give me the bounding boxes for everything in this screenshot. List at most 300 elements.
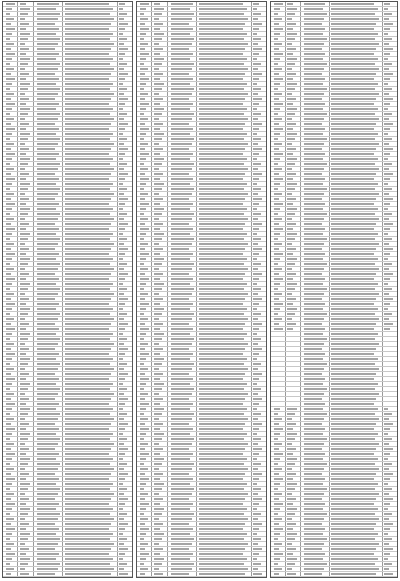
table-cell-text xyxy=(304,58,323,60)
table-cell-text xyxy=(6,213,10,215)
table-cell-text xyxy=(331,73,376,75)
table-cell-text xyxy=(154,468,159,470)
table-cell-text xyxy=(37,443,58,445)
table-cell-text xyxy=(154,448,163,450)
table-cell-text xyxy=(304,348,322,350)
table-cell-text xyxy=(287,518,292,520)
table-cell-text xyxy=(253,318,258,320)
table-cell-text xyxy=(140,263,144,265)
table-cell-text xyxy=(154,323,163,325)
table-cell-text xyxy=(331,493,379,495)
table-cell-text xyxy=(140,558,146,560)
table-cell-text xyxy=(331,148,376,150)
table-cell-text xyxy=(331,263,375,265)
table-cell-text xyxy=(140,483,146,485)
table-cell-text xyxy=(140,33,146,35)
table-cell-text xyxy=(171,558,190,560)
table-cell-text xyxy=(37,493,58,495)
table-cell-text xyxy=(171,3,193,5)
table-cell-text xyxy=(6,468,14,470)
table-cell-text xyxy=(253,28,259,30)
table-cell-text xyxy=(119,478,125,480)
table-cell-text xyxy=(274,438,278,440)
table-cell-text xyxy=(287,448,296,450)
table-cell-text xyxy=(37,318,58,320)
table-cell-text xyxy=(304,433,323,435)
table-cell-text xyxy=(140,423,145,425)
table-cell-text xyxy=(65,178,109,180)
table-cell-text xyxy=(6,348,11,350)
table-cell-text xyxy=(65,473,111,475)
table-cell-text xyxy=(20,448,29,450)
table-cell-text xyxy=(6,138,10,140)
table-cell-text xyxy=(287,103,293,105)
table-cell-text xyxy=(119,458,123,460)
table-cell-text xyxy=(140,383,146,385)
table-cell-text xyxy=(171,168,192,170)
table-cell-text xyxy=(65,73,111,75)
table-cell-text xyxy=(6,563,10,565)
table-cell-text xyxy=(331,528,374,530)
table-cell-text xyxy=(6,198,11,200)
table-cell-text xyxy=(287,228,293,230)
table-cell-text xyxy=(171,308,190,310)
table-cell-text xyxy=(304,278,325,280)
table-cell-text xyxy=(253,458,257,460)
table-cell-text xyxy=(287,468,292,470)
table-cell-text xyxy=(154,528,160,530)
table-cell-text xyxy=(119,353,125,355)
table-cell-text xyxy=(287,233,297,235)
table-cell-text xyxy=(331,538,375,540)
table-cell-text xyxy=(65,248,111,250)
table-cell-text xyxy=(287,198,296,200)
table-cell-text xyxy=(154,488,162,490)
table-cell-text xyxy=(287,273,296,275)
table-cell-text xyxy=(37,93,58,95)
table-cell-text xyxy=(6,548,11,550)
table-cell-text xyxy=(287,538,295,540)
table-cell-text xyxy=(171,63,194,65)
table-cell-text xyxy=(199,398,245,400)
table-cell-text xyxy=(304,218,324,220)
table-cell-text xyxy=(253,423,262,425)
table-cell-text xyxy=(65,488,110,490)
table-cell-text xyxy=(119,138,127,140)
table-cell-text xyxy=(171,358,190,360)
table-cell-text xyxy=(154,88,162,90)
table-cell-text xyxy=(304,373,322,375)
table-cell-text xyxy=(119,283,123,285)
table-cell-text xyxy=(20,298,29,300)
table-cell-text xyxy=(154,218,159,220)
table-cell-text xyxy=(199,193,248,195)
table-cell-text xyxy=(154,383,164,385)
table-cell-text xyxy=(331,123,376,125)
table-cell-text xyxy=(6,358,12,360)
table-cell-text xyxy=(171,138,194,140)
table-cell-text xyxy=(171,223,189,225)
table-cell-text xyxy=(304,73,322,75)
table-cell-text xyxy=(253,63,261,65)
table-cell-text xyxy=(331,433,378,435)
table-cell-text xyxy=(274,83,280,85)
table-cell-text xyxy=(6,133,12,135)
table-cell-text xyxy=(171,538,194,540)
table-cell-text xyxy=(37,358,56,360)
table-cell-text xyxy=(65,413,110,415)
table-cell-text xyxy=(140,233,146,235)
table-cell-text xyxy=(253,473,262,475)
table-cell-text xyxy=(384,328,390,330)
table-cell-text xyxy=(304,338,327,340)
table-cell-text xyxy=(274,113,278,115)
table-cell-text xyxy=(331,308,378,310)
table-cell-text xyxy=(37,53,59,55)
table-cell-text xyxy=(274,238,278,240)
table-cell-text xyxy=(287,223,296,225)
table-cell-text xyxy=(287,458,297,460)
table-cell-text xyxy=(37,338,60,340)
table-cell-text xyxy=(274,38,278,40)
table-cell-text xyxy=(20,93,25,95)
table-cell-text xyxy=(171,103,193,105)
table-cell-text xyxy=(304,63,327,65)
table-cell-text xyxy=(119,168,124,170)
table-cell-text xyxy=(119,23,128,25)
table-cell-text xyxy=(154,503,160,505)
table-cell-text xyxy=(6,318,14,320)
table-cell-text xyxy=(37,563,60,565)
table-cell-text xyxy=(6,188,10,190)
table-cell-text xyxy=(119,468,124,470)
table-cell-text xyxy=(20,553,26,555)
table-cell-text xyxy=(304,253,325,255)
table-cell-text xyxy=(20,73,29,75)
table-cell-text xyxy=(6,3,15,5)
table-cell-text xyxy=(119,423,128,425)
table-cell-text xyxy=(140,418,148,420)
table-cell-text xyxy=(274,323,279,325)
table-cell-text xyxy=(37,18,58,20)
table-cell-text xyxy=(274,178,283,180)
table-cell-text xyxy=(6,243,14,245)
table-cell-text xyxy=(119,358,123,360)
table-cell-text xyxy=(199,533,247,535)
table-cell-text xyxy=(154,278,160,280)
table-cell-text xyxy=(171,173,189,175)
table-cell-text xyxy=(154,303,160,305)
table-cell-text xyxy=(253,33,257,35)
table-cell-text xyxy=(140,528,149,530)
table-cell-text xyxy=(199,373,245,375)
table-cell-text xyxy=(20,153,26,155)
table-cell-text xyxy=(331,43,379,45)
table-cell-text xyxy=(65,103,109,105)
table-cell-text xyxy=(140,478,149,480)
table-cell-text xyxy=(65,323,111,325)
table-cell-text xyxy=(331,248,376,250)
table-cell-text xyxy=(331,68,379,70)
table-cell-text xyxy=(6,253,15,255)
table-cell-text xyxy=(287,313,295,315)
table-cell-text xyxy=(20,78,26,80)
table-cell-text xyxy=(65,423,111,425)
table-cell-text xyxy=(331,418,379,420)
table-cell-text xyxy=(199,543,248,545)
table-cell-text xyxy=(384,8,388,10)
table-cell-text xyxy=(253,13,261,15)
table-cell-text xyxy=(253,88,261,90)
table-cell-text xyxy=(171,18,192,20)
table-cell-text xyxy=(6,13,10,15)
table-cell-text xyxy=(6,58,12,60)
table-cell-text xyxy=(65,348,111,350)
table-cell-text xyxy=(253,378,259,380)
table-cell-text xyxy=(274,123,279,125)
table-cell-text xyxy=(287,88,295,90)
table-cell-text xyxy=(20,508,30,510)
table-cell-text xyxy=(331,108,378,110)
table-cell-text xyxy=(65,243,114,245)
table-cell-text xyxy=(253,463,261,465)
table-cell-text xyxy=(287,108,297,110)
table-cell-text xyxy=(331,223,376,225)
table-cell-text xyxy=(171,388,194,390)
table-cell-text xyxy=(140,283,146,285)
table-cell-text xyxy=(304,268,324,270)
table-cell-text xyxy=(140,38,144,40)
table-cell-text xyxy=(253,103,259,105)
table-cell-text xyxy=(65,273,111,275)
table-cell-text xyxy=(384,428,390,430)
table-cell-text xyxy=(154,293,159,295)
table-cell-text xyxy=(140,218,148,220)
table-cell-text xyxy=(6,568,14,570)
table-cell-text xyxy=(119,288,127,290)
table-cell-text xyxy=(274,553,283,555)
table-cell-text xyxy=(154,168,159,170)
table-cell-text xyxy=(37,258,56,260)
table-cell-text xyxy=(384,423,393,425)
table-cell-text xyxy=(20,113,28,115)
table-cell-text xyxy=(20,23,29,25)
table-cell-text xyxy=(199,433,247,435)
table-cell-text xyxy=(37,498,55,500)
table-cell-text xyxy=(154,443,159,445)
table-cell-text xyxy=(37,558,56,560)
table-cell-text xyxy=(331,218,379,220)
table-cell-text xyxy=(199,553,243,555)
table-cell-text xyxy=(140,158,146,160)
table-cell-text xyxy=(6,93,14,95)
table-cell-text xyxy=(140,313,144,315)
table-cell-text xyxy=(253,548,262,550)
table-cell-text xyxy=(331,533,378,535)
table-cell-text xyxy=(119,188,127,190)
table-cell-text xyxy=(384,133,388,135)
table-cell-text xyxy=(6,83,12,85)
table-cell-text xyxy=(20,378,26,380)
table-cell-text xyxy=(154,158,164,160)
table-cell-text xyxy=(65,238,110,240)
table-cell-text xyxy=(119,38,127,40)
table-cell-text xyxy=(287,58,297,60)
table-cell-text xyxy=(119,93,124,95)
table-cell-text xyxy=(65,518,114,520)
table-cell-text xyxy=(331,333,378,335)
table-cell-text xyxy=(171,568,192,570)
table-cell-text xyxy=(65,308,113,310)
table-cell-text xyxy=(37,153,59,155)
table-cell-text xyxy=(119,73,128,75)
table-cell-text xyxy=(154,288,162,290)
table-cell-text xyxy=(199,473,245,475)
table-cell-text xyxy=(140,143,148,145)
table-cell-text xyxy=(304,368,324,370)
table-cell-text xyxy=(140,238,144,240)
table-cell-text xyxy=(253,428,259,430)
table-cell-text xyxy=(37,388,60,390)
table-cell-text xyxy=(37,38,60,40)
table-cell-text xyxy=(274,68,282,70)
table-cell-text xyxy=(331,448,376,450)
table-cell-text xyxy=(287,443,292,445)
table-cell-text xyxy=(37,448,55,450)
table-cell-text xyxy=(304,168,324,170)
table-cell-text xyxy=(37,273,55,275)
table-cell-text xyxy=(154,568,159,570)
table-cell-text xyxy=(20,528,26,530)
table-cell-text xyxy=(304,423,322,425)
table-cell-text xyxy=(140,163,144,165)
table-cell-text xyxy=(20,173,29,175)
table-cell-text xyxy=(304,458,323,460)
table-cell-text xyxy=(384,493,389,495)
table-cell-text xyxy=(384,138,392,140)
table-cell-text xyxy=(274,183,280,185)
table-cell-text xyxy=(384,453,390,455)
table-cell-text xyxy=(199,243,248,245)
table-cell-text xyxy=(199,8,247,10)
table-cell-text xyxy=(119,553,125,555)
table-cell-text xyxy=(253,8,257,10)
table-cell-text xyxy=(154,478,160,480)
table-cell-text xyxy=(6,288,10,290)
table-cell-text xyxy=(20,58,30,60)
table-cell-text xyxy=(154,78,160,80)
table-cell-text xyxy=(384,243,389,245)
table-cell-text xyxy=(140,168,148,170)
table-cell-text xyxy=(20,263,28,265)
table-cell-text xyxy=(274,423,279,425)
table-cell-text xyxy=(287,113,295,115)
table-cell-text xyxy=(171,543,192,545)
table-cell-text xyxy=(331,378,374,380)
table-cell-text xyxy=(331,128,374,130)
table-cell-text xyxy=(171,243,192,245)
table-cell-text xyxy=(65,363,110,365)
table-cell-text xyxy=(154,388,162,390)
table-cell-text xyxy=(140,183,146,185)
table-cell-text xyxy=(274,188,278,190)
table-cell-text xyxy=(119,378,125,380)
table-cell-text xyxy=(384,78,390,80)
table-cell-text xyxy=(384,523,393,525)
table-cell-text xyxy=(37,553,59,555)
table-cell-text xyxy=(119,68,124,70)
table-cell-text xyxy=(199,178,243,180)
table-cell-text xyxy=(6,408,12,410)
table-cell-text xyxy=(37,373,55,375)
table-cell-text xyxy=(154,428,160,430)
table-cell-text xyxy=(20,63,28,65)
table-cell-text xyxy=(384,38,392,40)
table-cell-text xyxy=(274,478,283,480)
table-cell-text xyxy=(331,33,378,35)
table-cell-text xyxy=(331,28,374,30)
table-cell-text xyxy=(199,303,243,305)
table-row xyxy=(3,572,132,577)
table-cell-text xyxy=(199,168,248,170)
table-cell-text xyxy=(287,418,292,420)
table-cell-text xyxy=(384,13,392,15)
table-cell-text xyxy=(119,568,124,570)
table-cell-text xyxy=(199,428,243,430)
table-cell-text xyxy=(65,493,114,495)
table-cell-text xyxy=(6,343,14,345)
table-cell-text xyxy=(65,83,113,85)
table-cell-text xyxy=(253,438,261,440)
table-cell-text xyxy=(20,538,28,540)
table-cell-text xyxy=(140,413,144,415)
table-cell-text xyxy=(20,68,25,70)
table-cell-text xyxy=(287,93,292,95)
table-cell-text xyxy=(253,403,259,405)
table-row xyxy=(271,572,397,577)
table-cell-text xyxy=(331,243,379,245)
table-cell-text xyxy=(253,168,258,170)
table-cell-text xyxy=(253,518,258,520)
table-cell-text xyxy=(331,8,378,10)
table-cell-text xyxy=(253,413,261,415)
table-cell-text xyxy=(304,263,327,265)
table-cell-text xyxy=(199,548,245,550)
table-cell-text xyxy=(253,73,262,75)
table-cell-text xyxy=(140,128,149,130)
table-cell-text xyxy=(6,8,12,10)
table-cell-text xyxy=(304,468,324,470)
table-cell-text xyxy=(154,38,162,40)
table-cell-text xyxy=(20,133,30,135)
table-cell-text xyxy=(287,148,296,150)
table-cell-text xyxy=(65,33,113,35)
table-cell-text xyxy=(6,378,15,380)
table-cell-text xyxy=(253,223,262,225)
table-cell-text xyxy=(331,98,376,100)
table-cell-text xyxy=(274,3,283,5)
table-cell-text xyxy=(140,508,146,510)
table-cell-text xyxy=(253,358,257,360)
table-cell-text xyxy=(20,218,25,220)
table-cell-text xyxy=(287,8,297,10)
table-cell-text xyxy=(119,438,127,440)
table-cell-text xyxy=(20,143,25,145)
table-cell-text xyxy=(171,283,190,285)
table-cell-text xyxy=(287,38,295,40)
table-cell-text xyxy=(253,288,261,290)
table-cell-text xyxy=(119,118,124,120)
